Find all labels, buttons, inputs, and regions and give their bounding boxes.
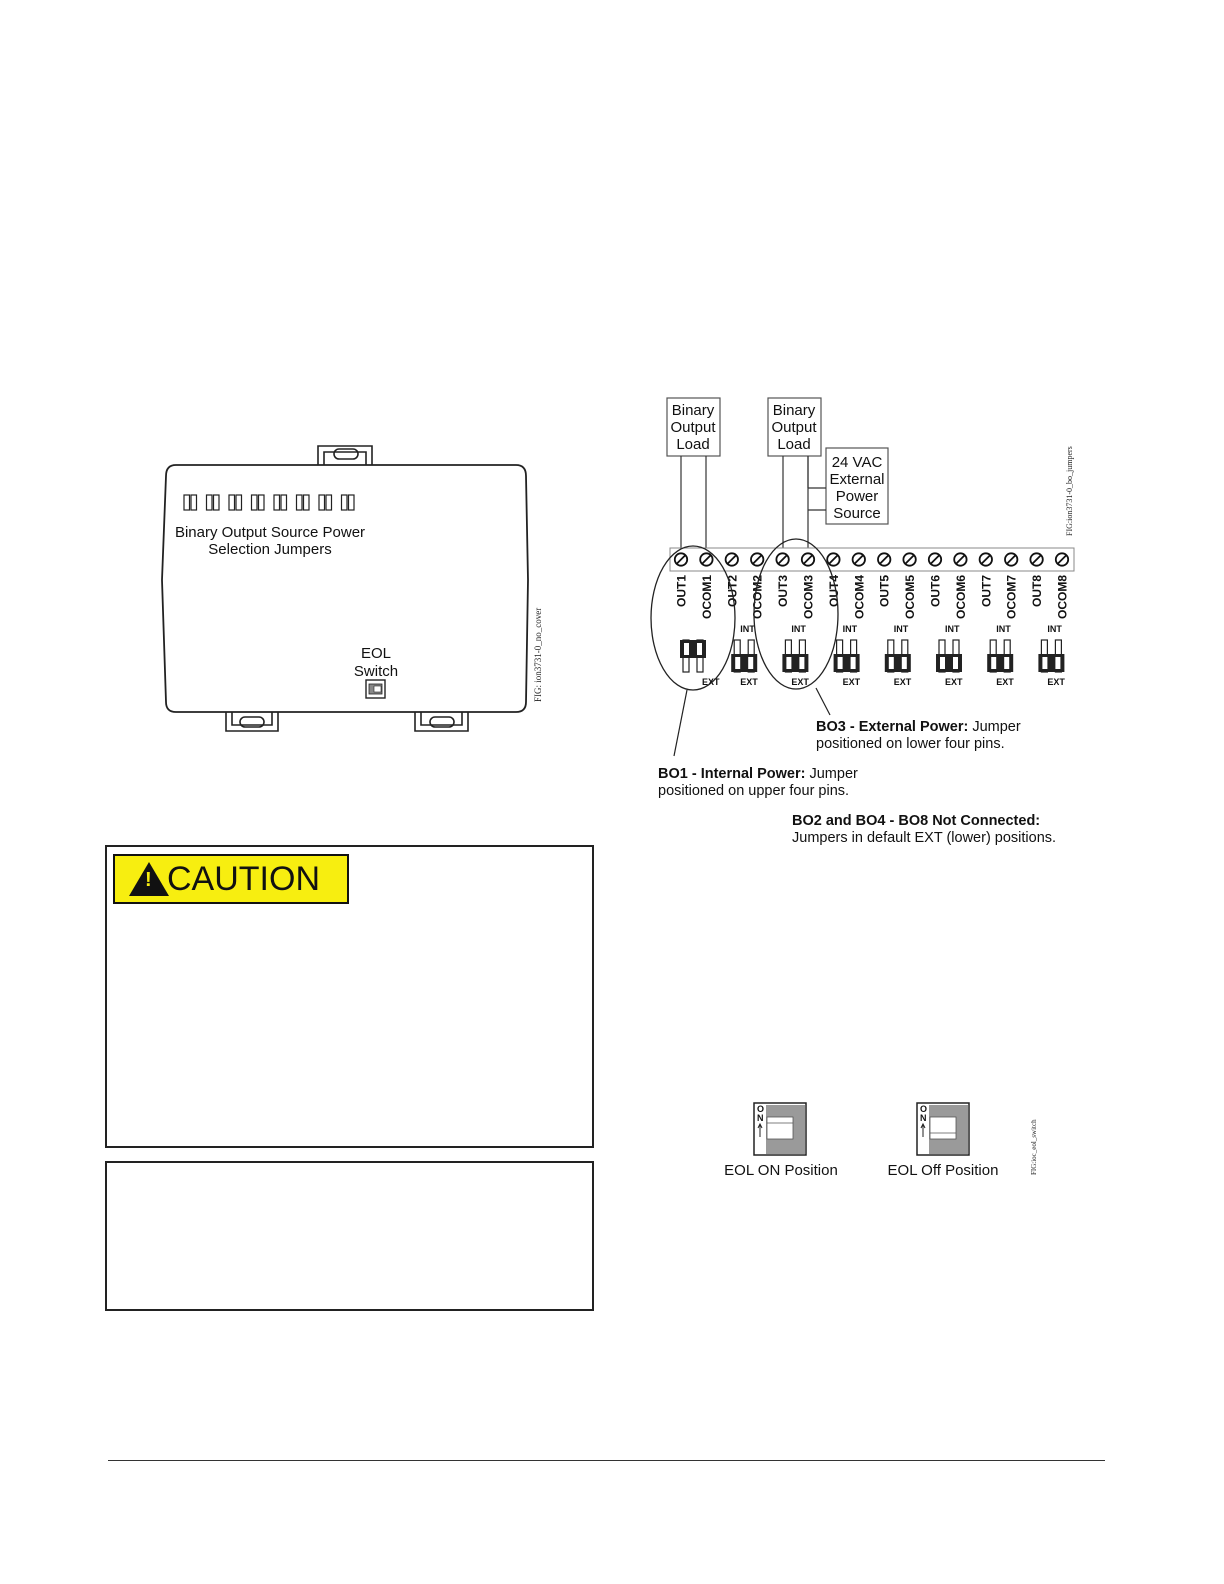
- terminal-label: OUT1: [674, 575, 689, 608]
- terminal-label: OUT4: [826, 575, 841, 608]
- svg-text:Load: Load: [676, 436, 710, 453]
- terminal-label: OCOM5: [903, 575, 918, 620]
- jumper-pin: [274, 495, 280, 510]
- int-label: INT: [842, 624, 858, 634]
- terminal-ocom4: [852, 553, 866, 619]
- ext-label: EXT: [842, 677, 861, 687]
- jumper-bo6: [936, 624, 963, 687]
- ext-label: EXT: [945, 677, 963, 687]
- ext-label: EXT: [1047, 677, 1065, 687]
- jumper-pin: [207, 495, 213, 510]
- eol-label-line2: Switch: [353, 663, 399, 680]
- jumpers-label-line1: Binary Output Source Power: [174, 524, 366, 541]
- jumper-pin: [236, 495, 242, 510]
- terminal-label: OUT5: [877, 575, 892, 608]
- eol-label-line1: EOL: [360, 645, 392, 662]
- terminal-out2: [725, 553, 739, 607]
- eol-on-label: EOL ON Position: [724, 1162, 838, 1179]
- int-label: INT: [996, 624, 1011, 634]
- jumper-pin: [349, 495, 355, 510]
- svg-text:Load: Load: [777, 436, 811, 453]
- terminal-label: OUT3: [776, 575, 791, 608]
- int-label: INT: [893, 624, 909, 634]
- eol-off-label: EOL Off Position: [887, 1162, 999, 1179]
- ext-label: EXT: [996, 677, 1014, 687]
- int-label: INT: [740, 624, 755, 634]
- int-label: INT: [945, 624, 960, 634]
- mounting-tab-top: [318, 446, 372, 465]
- svg-text:O: O: [757, 1104, 765, 1114]
- jumper-pin: [326, 495, 332, 510]
- eol-on-switch-icon: [754, 1103, 806, 1155]
- bo1-leader: [674, 690, 687, 756]
- int-label: INT: [791, 624, 806, 634]
- terminal-ocom8: [1056, 553, 1070, 619]
- jumper-blocks: [680, 624, 1065, 687]
- terminal-ocom6: [954, 553, 968, 619]
- terminal-out1: [675, 553, 689, 607]
- terminal-label: OCOM6: [953, 575, 968, 620]
- terminal-out5: [878, 553, 892, 607]
- jumper-bo5: [885, 624, 912, 687]
- svg-text:Power: Power: [835, 488, 879, 505]
- jumper-pin: [214, 495, 220, 510]
- ext-label: EXT: [893, 677, 912, 687]
- terminal-ocom1: [700, 553, 714, 619]
- footer-rule: [108, 1460, 1105, 1461]
- jumper-pin: [304, 495, 310, 510]
- eol-switch-icon: [366, 680, 385, 698]
- bo2-annotation-line2: Jumpers in default EXT (lower) positions.: [792, 830, 1057, 846]
- terminal-label: OCOM7: [1004, 575, 1019, 620]
- caution-badge: [113, 854, 349, 904]
- svg-text:Source: Source: [833, 505, 881, 522]
- binary-output-load-2: [768, 398, 821, 456]
- mounting-tab-bottom-left: [226, 712, 278, 731]
- note-box: [105, 1161, 594, 1311]
- external-power-source: [826, 448, 888, 524]
- jumpers-label-line2: Selection Jumpers: [208, 541, 332, 558]
- ext-label: EXT: [702, 677, 720, 687]
- eol-off-switch-icon: [917, 1103, 969, 1155]
- jumper-pin: [191, 495, 197, 510]
- jumper-pin: [259, 495, 265, 510]
- bo1-annotation-line2: positioned on upper four pins.: [658, 783, 850, 799]
- jumper-bo7: [987, 624, 1014, 687]
- cover-figure-id: FIG: ion3731-0_no_cover: [533, 607, 543, 702]
- terminal-ocom3: [802, 553, 816, 619]
- jumper-pin: [319, 495, 325, 510]
- jumpers-figure-id: FIG:ion3731-0_bo_jumpers: [1065, 446, 1074, 536]
- terminal-label: OUT8: [1030, 575, 1045, 608]
- bo3-annotation-line2: positioned on lower four pins.: [816, 736, 1005, 752]
- jumper-bo2: [731, 624, 758, 687]
- jumper-pin: [252, 495, 258, 510]
- terminal-label: OCOM4: [852, 575, 867, 620]
- terminal-label: OCOM8: [1055, 575, 1070, 620]
- jumper-bo4: [834, 624, 861, 687]
- terminal-out7: [979, 553, 993, 607]
- svg-text:Binary: Binary: [671, 402, 715, 419]
- jumper-pin: [297, 495, 303, 510]
- mounting-tab-bottom-right: [415, 712, 468, 731]
- eol-figure-id: FIG:ioc_eol_switch: [1030, 1119, 1038, 1175]
- bo-jumpers-figure: [640, 390, 1090, 850]
- svg-text:N: N: [920, 1113, 927, 1123]
- caution-box: [105, 845, 594, 1148]
- jumper-pin: [281, 495, 287, 510]
- svg-text:N: N: [757, 1113, 764, 1123]
- svg-text:Output: Output: [771, 419, 817, 436]
- terminal-out8: [1030, 553, 1044, 607]
- int-label: INT: [1047, 624, 1062, 634]
- caution-label: CAUTION: [167, 860, 320, 898]
- jumper-bo3: [782, 624, 809, 687]
- terminal-ocom2: [751, 553, 765, 619]
- svg-text:O: O: [920, 1104, 928, 1114]
- svg-text:External: External: [829, 471, 885, 488]
- jumper-pin: [184, 495, 190, 510]
- bo3-leader: [816, 688, 830, 715]
- warning-icon: !: [129, 862, 169, 896]
- jumper-pin: [229, 495, 235, 510]
- binary-output-load-1: [667, 398, 720, 456]
- jumper-pin: [342, 495, 348, 510]
- terminal-label: OCOM3: [801, 575, 816, 620]
- svg-text:Output: Output: [670, 419, 716, 436]
- jumper-bo8: [1038, 624, 1065, 687]
- terminal-label: OCOM1: [699, 575, 714, 620]
- terminal-ocom5: [903, 553, 917, 619]
- bo1-annotation-line1: BO1 - Internal Power: Jumper: [658, 766, 858, 782]
- terminal-ocom7: [1005, 553, 1019, 619]
- terminal-label: OUT6: [928, 575, 943, 608]
- terminal-label: OUT2: [725, 575, 740, 608]
- load-wires: [681, 456, 826, 550]
- svg-text:24 VAC: 24 VAC: [831, 454, 883, 471]
- terminal-out3: [776, 553, 790, 607]
- bo3-annotation-line1: BO3 - External Power: Jumper: [816, 719, 1021, 735]
- eol-switch-figure: [710, 1095, 1050, 1190]
- svg-text:Binary: Binary: [772, 402, 816, 419]
- controller-cover-figure: [150, 440, 550, 740]
- terminal-label: OUT7: [979, 575, 994, 608]
- ext-label: EXT: [740, 677, 758, 687]
- terminal-out6: [929, 553, 943, 607]
- terminal-label: OCOM2: [750, 575, 765, 620]
- ext-label: EXT: [791, 677, 809, 687]
- bo2-annotation-line1: BO2 and BO4 - BO8 Not Connected:: [792, 813, 1041, 829]
